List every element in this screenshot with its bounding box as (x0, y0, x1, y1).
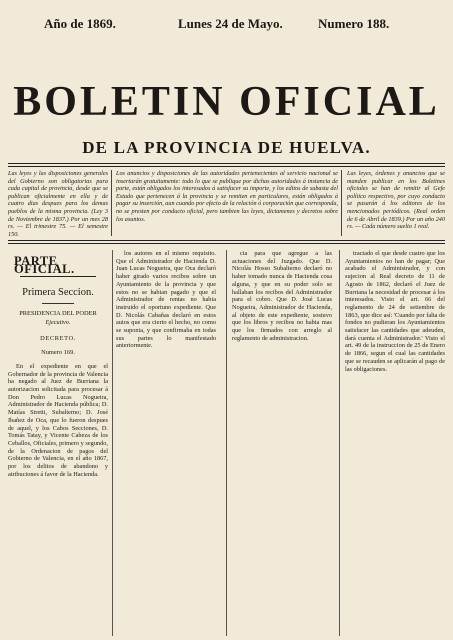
column-divider (112, 250, 113, 636)
section-heading: PARTE OFICIAL. (14, 254, 75, 276)
divider-rule (8, 243, 445, 244)
notice-middle: Los anuncios y disposiciones de las autoridades pertenecientes al servicio nacional se insertarán gratuitamente: todo lo que se publique por dichas autoridades á instancia de parte, están obligados los interesados á satisfacer su importe, y los editos de subasta del Estado que pertenecen á la provincia y se remiten en particulares, están obligados á pagar su inserción, aun cuando por efecto de la relación ó corporación que corresponda, no se presten por conducto oficial, pero tambien las leyes, dictamenes y decretos sobre los asuntos. (116, 170, 338, 223)
notice-right: Las leyes, órdenes y anuncios que se manden publicar en los Boletines oficiales se han de remitir al Gefe político respectivo, por cuyo conducto se pasarán á los editores de los mencionados periódicos. (Real orden de 6 de Abril de 1839.) Por un año 240 rs. — Cada número suelto 1 real. (347, 170, 445, 231)
decree-label: DECRETO. (40, 334, 76, 342)
paragraph: cia para que agregue a las actuaciones del Juzgado. Que D. Nicolás Hosso Subalterno declaró no haber tomado nunca de Hacienda cosa alguna, y que en su poder solo se hallaban los recibos del Administrador para el cobro. Que D. José Lucas Nogueira, Administrador de Hacienda, al objeto de este expediente, sostuvo que los libros y recibos no habia mas que los firmados con arreglo al reglamento de administracion. (232, 250, 332, 342)
decree-number: Numero 169. (41, 349, 75, 357)
issue-year: Año de 1869. (44, 16, 116, 31)
column-divider (111, 170, 112, 236)
article-column-4 (345, 250, 445, 636)
issue-date: Lunes 24 de Mayo. (178, 16, 283, 31)
column-divider (339, 250, 340, 636)
issue-header (0, 12, 453, 34)
divider-rule (8, 163, 445, 164)
paragraph: En el expediente en que el Gobernador de la provincia de Valencia ha negado al Juez de Burriana la autorizacion solicitada para procesar á Don Pedro Lucas Nogueira, Administrador de Hacienda pública; D. Matías Stretti, Subalterno; D. José Ibañez de Oca, que lo fueron despues de aquel, y los Cabos Secciones, D. Tomás Tatay, y Vicente Cabeza de los Ceballos, Oficiales, primero y segundo, de la Ordenacion de pagos del Gobierno de Valencia, en el año 1867, por los delitos de abandono y atribuciones á favor de la Hacienda. (8, 362, 108, 478)
paragraph: los autores en el mismo requisito. Que el Administrador de Hacienda D. Juan Lucas Nogueira, que Oca declaró haber girado varios recibos sobre un Ayuntamiento de la provincia y que estos no se habian pagado y que el Administrador de rentas no habia instruido el oportuno expediente. Que D. Nicolás Cabañas declaró en estos autos que era cierto el hecho, no como se suponia, y que confirmaba en todas sus partes lo manifestado anteriormente. (116, 250, 216, 350)
article-text (8, 363, 108, 479)
article-column-2 (116, 250, 216, 636)
subsection-heading: Primera Seccion. (22, 287, 94, 299)
divider-rule (42, 303, 74, 304)
issue-number: Numero 188. (318, 16, 390, 31)
masthead-subtitle: DE LA PROVINCIA DE HUELVA. (82, 138, 371, 157)
divider-rule (8, 240, 445, 241)
column-divider (226, 250, 227, 636)
column-divider (341, 170, 342, 236)
notice-left: Las leyes y las disposiciones generales del Gobierno son obligatorias para cada capital de provincia, desde que se publican oficialmente en ella y de cuatro dias despues para los demas pueblos de la misma provincia. (Ley 3 de Noviembre de 1837.) Por un mes 28 rs. — El trimestre 75. — El semestre 150. (8, 170, 108, 238)
masthead-title: BOLETIN OFICIAL (13, 79, 440, 125)
article-column-3 (232, 250, 332, 636)
paragraph: tractado el que desde cuatro que los Ayuntamientos no han de pagar; Que acabado el Administrador, y con sujecion al Real decreto de 11 de Agosto de 1862, declaró el Juez de Burriana la necesidad de procesar á los interesados. Visto el art. 66 del reglamento de 24 de setiembre de 1863, que dice así: 'Cuando por falta de fondos no pudieran los Ayuntamientos satisfacer las cantidades que adeuden, dará cuenta el Administrador.' Visto el art. 49 de la instruccion de 25 de Enero de 1866, segun el cual las cantidades que se recauden se aplicarán al pago de las obligaciones. (345, 250, 445, 373)
divider-rule (8, 166, 445, 167)
authority-subheading: Ejecutivo. (45, 318, 71, 326)
divider-rule (20, 276, 96, 277)
article-column-1 (8, 250, 108, 636)
authority-heading: PRESIDENCIA DEL PODER (19, 310, 97, 318)
